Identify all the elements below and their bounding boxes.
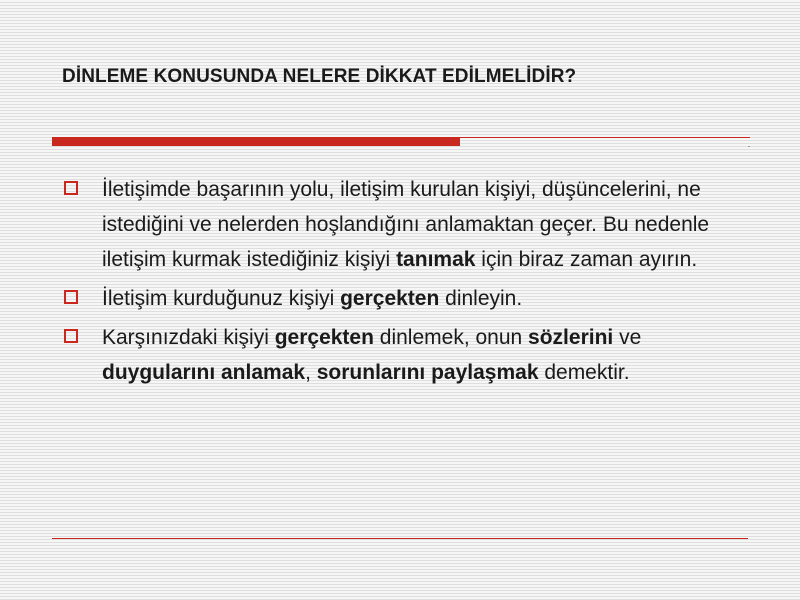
bullet-text-segment: , [305, 361, 317, 384]
bullet-text-segment: Karşınızdaki kişiyi [102, 326, 275, 349]
bullet-text-segment: İletişim kurduğunuz kişiyi [102, 287, 341, 310]
bullet-text [102, 178, 709, 271]
bullet-emphasis: sözlerini [528, 326, 614, 349]
bullet-emphasis: duygularını anlamak [102, 361, 306, 384]
bullet-emphasis: gerçekten [340, 287, 440, 310]
bullet-emphasis: sorunlarını paylaşmak [316, 361, 539, 384]
divider-end-mark [748, 146, 750, 147]
bullet-list [62, 172, 722, 394]
slide-title: DİNLEME KONUSUNDA NELERE DİKKAT EDİLMELİDİR? [62, 66, 577, 87]
bullet-text [102, 326, 641, 384]
footer-divider [52, 538, 748, 539]
bullet-text-segment: İletişimde başarının yolu, iletişim kurulan kişiyi, düşüncelerini, ne istediğini ve nelerden hoşlandığını anlamaktan geçer. Bu nedenle iletişim kurmak istediğiniz kişiyi [102, 178, 710, 271]
bullet-text-segment: demektir. [538, 361, 630, 384]
hollow-square-icon [64, 290, 78, 304]
hollow-square-icon [64, 181, 78, 195]
bullet-emphasis: tanımak [396, 248, 476, 271]
bullet-text-segment: dinleyin. [439, 287, 523, 310]
bullet-item [62, 320, 722, 390]
title-divider-thick [52, 138, 460, 146]
bullet-item [62, 172, 722, 277]
bullet-emphasis: gerçekten [274, 326, 374, 349]
hollow-square-icon [64, 329, 78, 343]
bullet-text-segment: dinlemek, onun [373, 326, 529, 349]
bullet-item [62, 281, 722, 316]
bullet-text [102, 287, 522, 310]
bullet-text-segment: ve [613, 326, 642, 349]
bullet-text-segment: için biraz zaman ayırın. [475, 248, 698, 271]
